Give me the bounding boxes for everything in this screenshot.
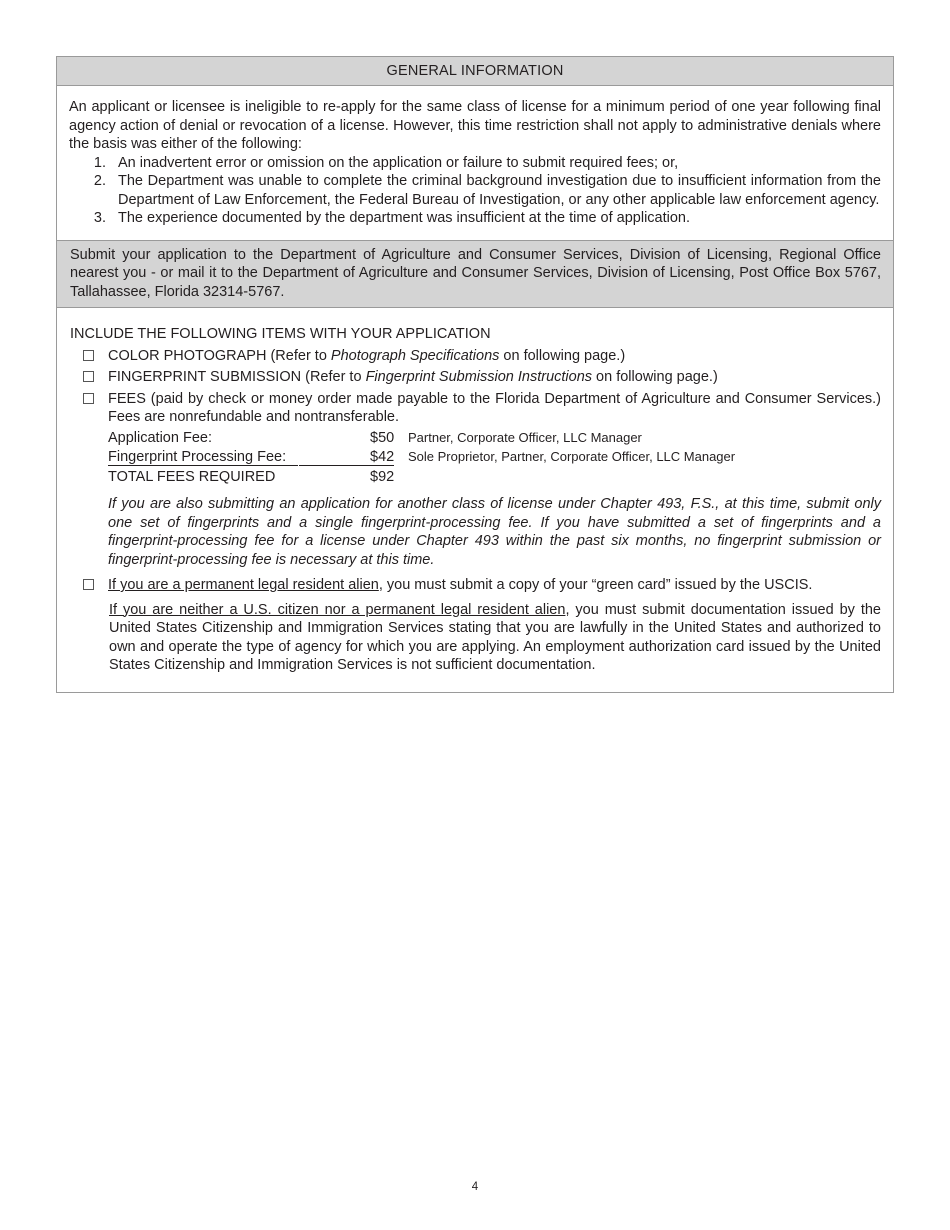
checklist-item-resident: If you are a permanent legal resident alien, you must submit a copy of your “green card” issued by the USCIS.: [70, 576, 881, 595]
general-information-box: [56, 56, 894, 693]
photo-checkbox[interactable]: [83, 350, 94, 361]
fees-text: FEES (paid by check or money order made payable to the Florida Department of Agriculture and Consumer Services.) Fees are nonrefundable and nontransferable.: [108, 390, 881, 425]
eligibility-intro: An applicant or licensee is ineligible to re-apply for the same class of license for a minimum period of one year following final agency action of denial or revocation of a license. However, this time restriction shall not apply to administrative denials where the basis was either of the following:: [69, 99, 881, 152]
include-items-section: [57, 308, 893, 692]
section-header: GENERAL INFORMATION: [57, 57, 893, 86]
reasons-list: [69, 154, 881, 228]
include-title: INCLUDE THE FOLLOWING ITEMS WITH YOUR APPLICATION: [70, 326, 491, 342]
fees-checkbox[interactable]: [83, 393, 94, 404]
eligibility-section: [57, 86, 893, 241]
resident-checkbox[interactable]: [83, 579, 94, 590]
fingerprint-checkbox[interactable]: [83, 371, 94, 382]
fees-table: [108, 429, 881, 488]
submit-instructions: Submit your application to the Department of Agriculture and Consumer Services, Division of Licensing, Regional Office nearest you - or mail it to the Department of Agriculture and Consumer Services, Division of Licensing, Post Office Box 5767, Tallahassee, Florida 32314-5767.: [57, 241, 893, 309]
checklist-item-fingerprint: FINGERPRINT SUBMISSION (Refer to Fingerprint Submission Instructions on following page.): [70, 368, 881, 387]
fingerprint-note: If you are also submitting an application for another class of license under Chapter 493, F.S., at this time, submit only one set of fingerprints and a single fingerprint-processing fee. If you have submitted a set of fingerprints and a fingerprint-processing fee for a license under Chapter 493 within the past six months, no fingerprint submission or fingerprint-processing fee is necessary at this time.: [108, 496, 881, 568]
fee-row-fingerprint: Fingerprint Processing Fee: $42 Sole Proprietor, Partner, Corporate Officer, LLC Manager: [108, 449, 736, 465]
fee-row-application: Application Fee: $50 Partner, Corporate Officer, LLC Manager: [108, 429, 642, 446]
page-number: 4: [471, 1181, 479, 1193]
checklist-item-fees: [70, 390, 881, 574]
fee-row-total: TOTAL FEES REQUIRED $92: [108, 468, 395, 485]
non-citizen-paragraph: If you are neither a U.S. citizen nor a permanent legal resident alien, you must submit documentation issued by the United States Citizenship and Immigration Services stating that you are lawfully in the United States and authorized to own and operate the type of agency for which you are applying. An employment authorization card issued by the United States Citizenship and Immigration Services is not sufficient documentation.: [109, 601, 881, 673]
list-item: 1. An inadvertent error or omission on the application or failure to submit required fees; or,: [93, 154, 679, 171]
list-item: 3. The experience documented by the department was insufficient at the time of application.: [93, 210, 691, 226]
checklist-item-photo: COLOR PHOTOGRAPH (Refer to Photograph Specifications on following page.): [70, 347, 881, 366]
list-item: 2. The Department was unable to complete the criminal background investigation due to insufficient information from the Department of Law Enforcement, the Federal Bureau of Investigation, or any other applicable law enforcement agency.: [93, 173, 881, 208]
